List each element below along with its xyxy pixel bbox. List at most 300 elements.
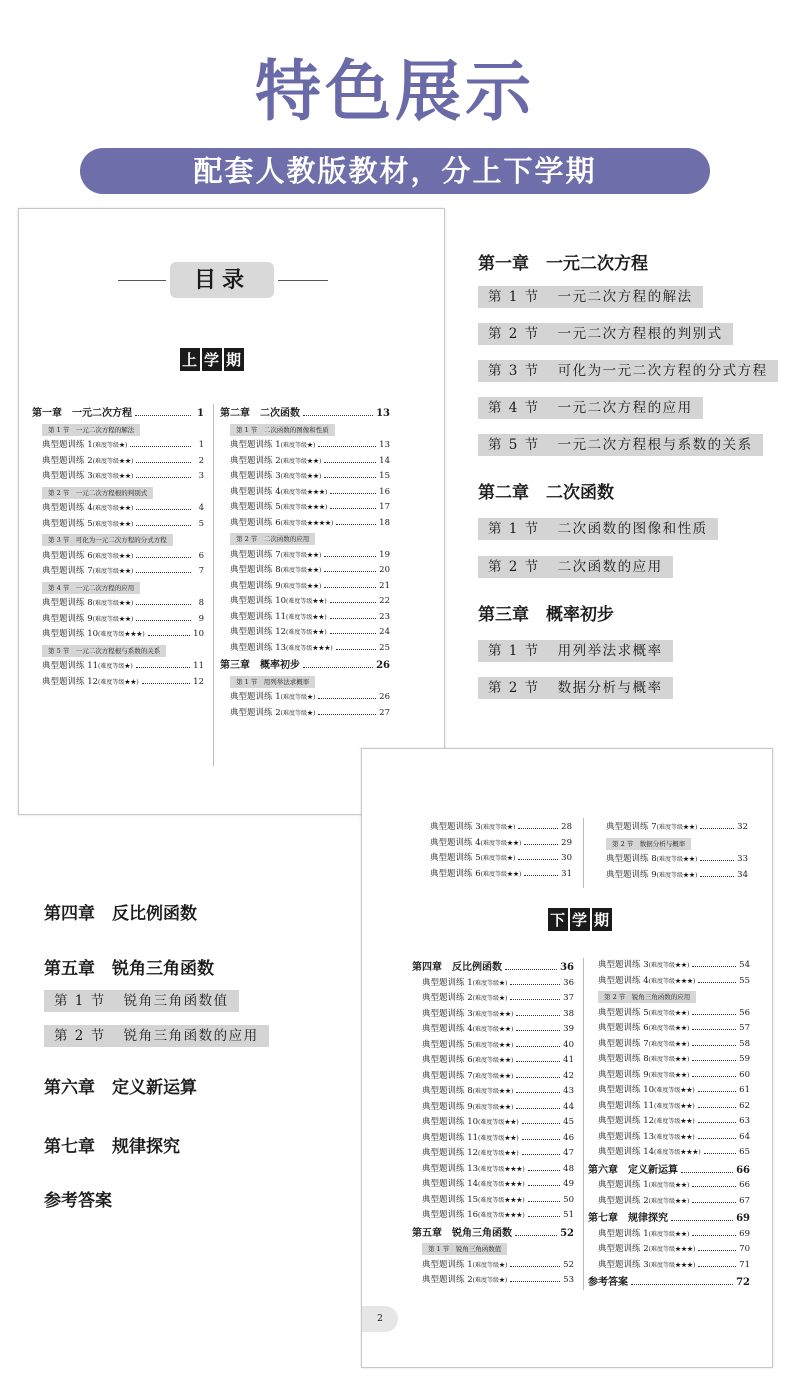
dot-leader: [516, 1014, 560, 1016]
exercise-entry: [588, 1099, 750, 1115]
dot-leader: [303, 414, 373, 416]
section-entry: [598, 991, 696, 1003]
entry-label: 典型题训练 5: [422, 1039, 473, 1050]
entry-label: 典型题训练 8: [42, 598, 93, 608]
difficulty-label: (难度等级★★): [286, 613, 327, 621]
dot-leader: [518, 858, 558, 860]
difficulty-label: (难度等级★★): [472, 1072, 514, 1080]
dot-leader: [522, 1153, 560, 1155]
dot-leader: [698, 1121, 736, 1123]
entry-label: 典型题训练 6: [598, 1023, 649, 1033]
enlarged-chapter-list-4-7: [44, 903, 344, 1212]
page-number: 52: [563, 1259, 574, 1270]
chapter-title: 第二章 二次函数: [478, 483, 614, 503]
exercise-entry: [220, 454, 390, 470]
chapter-entry: [588, 1211, 750, 1227]
column-divider: [583, 958, 584, 1290]
dot-leader: [505, 968, 557, 970]
dot-leader: [681, 1171, 733, 1173]
entry-label: 典型题训练 8: [230, 565, 281, 575]
entry-label: 典型题训练 10: [422, 1117, 479, 1127]
page-number: 26: [376, 660, 390, 671]
difficulty-label: (难度等级★★): [654, 1102, 695, 1110]
entry-label: 典型题训练 1: [598, 1180, 649, 1190]
section-number: 第 1 节: [54, 993, 106, 1009]
exercise-entry: [588, 1114, 750, 1130]
exercise-entry: [32, 438, 204, 454]
section-entry: [422, 1243, 507, 1255]
difficulty-label: (难度等级★★): [478, 1150, 519, 1157]
section-name: 可化为一元二次方程的分式方程: [557, 363, 768, 379]
difficulty-label: (难度等级★★): [472, 1041, 514, 1049]
section-number: 第 1 节: [488, 521, 540, 537]
dot-leader: [135, 414, 191, 416]
dot-leader: [324, 586, 376, 588]
chapter-title: 第五章 锐角三角函数: [44, 959, 214, 979]
exercise-entry: [32, 454, 204, 470]
entry-label: 第 5 节 一元二次方程根与系数的关系: [48, 646, 161, 655]
difficulty-label: (难度等级★★★): [478, 1181, 525, 1188]
section-box: [478, 323, 733, 345]
entry-label: 第 4 节 一元二次方程的应用: [48, 583, 135, 592]
difficulty-label: (难度等级★★★): [478, 1212, 525, 1219]
entry-label: 典型题训练 3: [422, 1008, 473, 1019]
section-box: [478, 397, 703, 419]
difficulty-label: (难度等级★★★): [478, 1196, 525, 1204]
difficulty-label: (难度等级★★): [280, 473, 322, 480]
exercise-entry: [588, 1178, 750, 1194]
entry-label: 典型题训练 9: [42, 613, 93, 624]
difficulty-label: (难度等级★★): [472, 1010, 514, 1018]
page-number: 14: [379, 455, 390, 466]
section-number: 第 2 节: [54, 1028, 106, 1044]
exercise-entry: [420, 851, 572, 867]
dot-leader: [136, 666, 190, 668]
section-name: 锐角三角函数的应用: [123, 1028, 259, 1044]
difficulty-label: (难度等级★): [472, 1277, 508, 1284]
difficulty-label: (难度等级★): [472, 979, 508, 987]
entry-label: 第 2 节 一元二次方程根的判别式: [48, 488, 148, 497]
difficulty-label: (难度等级★★): [648, 1040, 690, 1048]
page-number: 9: [198, 613, 204, 624]
entry-label: 典型题训练 11: [598, 1100, 655, 1111]
toc-column-right: [588, 958, 750, 1291]
entry-label: 第 2 节 二次函数的应用: [236, 535, 310, 543]
section-box: [44, 1025, 269, 1047]
exercise-entry: [588, 1021, 750, 1037]
difficulty-label: (难度等级★★): [648, 1009, 690, 1017]
exercise-entry: [412, 1053, 574, 1069]
exercise-entry: [588, 1037, 750, 1053]
entry-label: 典型题训练 4: [598, 975, 649, 986]
section-number: 第 1 节: [488, 643, 540, 659]
section-number: 第 1 节: [488, 289, 540, 305]
exercise-entry: [412, 1131, 574, 1147]
exercise-entry: [588, 1068, 750, 1084]
dot-leader: [318, 713, 376, 715]
page-number: 12: [193, 676, 204, 687]
difficulty-label: (难度等级★★): [648, 1056, 690, 1063]
difficulty-label: (难度等级★★): [472, 1026, 514, 1033]
dot-leader: [136, 603, 191, 605]
difficulty-label: (难度等级★★): [92, 615, 134, 623]
page-number: 69: [739, 1228, 750, 1239]
exercise-entry: [596, 852, 748, 868]
entry-label: 典型题训练 4: [230, 486, 281, 497]
page-number: 52: [560, 1227, 574, 1239]
difficulty-label: (难度等级★★★): [478, 1165, 525, 1173]
difficulty-label: (难度等级★★): [286, 598, 327, 605]
difficulty-label: (难度等级★): [92, 442, 128, 449]
page-number: 18: [379, 517, 390, 528]
section-entry: [42, 645, 166, 657]
difficulty-label: (难度等级★): [280, 442, 316, 449]
toc-column-right: [220, 404, 390, 721]
exercise-entry: [32, 501, 204, 517]
page-number: 15: [379, 471, 390, 481]
page-number: 13: [376, 408, 390, 419]
dot-leader: [692, 1044, 736, 1046]
exercise-entry: [220, 500, 390, 516]
page-number: 70: [739, 1244, 750, 1254]
section-box: [478, 677, 673, 699]
difficulty-label: (难度等级★★): [286, 629, 327, 636]
dot-leader: [528, 1184, 560, 1186]
exercise-entry: [412, 1162, 574, 1178]
exercise-entry: [220, 641, 390, 657]
page-number: 33: [737, 854, 748, 864]
page-number: 61: [739, 1085, 750, 1095]
page-number: 71: [739, 1259, 750, 1270]
difficulty-label: (难度等级★★): [280, 582, 322, 590]
difficulty-label: (难度等级★★): [656, 871, 698, 879]
page-number: 25: [379, 642, 390, 653]
column-divider: [583, 818, 584, 888]
dot-leader: [692, 1013, 736, 1015]
entry-label: 典型题训练 2: [42, 455, 93, 466]
page-number: 47: [563, 1148, 574, 1158]
subtitle-banner: 配套人教版教材，分上下学期: [80, 148, 710, 194]
dot-leader: [318, 697, 376, 699]
toc-top-left: [420, 820, 572, 882]
difficulty-label: (难度等级★): [472, 1261, 508, 1269]
entry-label: 典型题训练 12: [230, 627, 287, 637]
exercise-entry: [32, 627, 204, 643]
section-name: 一元二次方程的应用: [557, 400, 693, 416]
toc-column-left: [32, 404, 204, 690]
entry-label: 典型题训练 9: [422, 1101, 473, 1112]
dot-leader: [692, 1059, 736, 1061]
section-list: [478, 640, 778, 699]
entry-label: 典型题训练 3: [598, 1259, 649, 1270]
exercise-entry: [596, 820, 748, 836]
entry-label: 典型题训练 14: [422, 1179, 479, 1189]
exercise-entry: [412, 1146, 574, 1162]
exercise-entry: [412, 1115, 574, 1131]
difficulty-label: (难度等级★★): [654, 1118, 695, 1125]
page-number: 30: [561, 853, 572, 863]
page-number: 45: [563, 1117, 574, 1127]
entry-label: 典型题训练 12: [42, 676, 99, 687]
entry-label: 典型题训练 1: [422, 977, 473, 988]
entry-label: 典型题训练 1: [230, 692, 281, 702]
entry-label: 典型题训练 3: [430, 822, 481, 832]
entry-label: 典型题训练 7: [606, 822, 657, 832]
section-box: [478, 556, 673, 578]
exercise-entry: [220, 438, 390, 454]
difficulty-label: (难度等级★★): [648, 1197, 690, 1205]
dot-leader: [698, 1249, 736, 1251]
difficulty-label: (难度等级★★): [280, 551, 322, 559]
difficulty-label: (难度等级★★): [280, 457, 322, 465]
entry-label: 典型题训练 1: [598, 1228, 649, 1239]
page-number: 59: [739, 1054, 750, 1064]
exercise-entry: [32, 659, 204, 675]
section-entry: [42, 487, 153, 499]
entry-label: 典型题训练 4: [422, 1024, 473, 1034]
dot-leader: [324, 570, 376, 572]
difficulty-label: (难度等级★★): [648, 1025, 690, 1032]
difficulty-label: (难度等级★★★): [648, 977, 696, 985]
page-number: 28: [561, 822, 572, 832]
entry-label: 第七章 规律探究: [588, 1213, 668, 1224]
exercise-entry: [220, 516, 390, 532]
entry-label: 典型题训练 7: [42, 566, 93, 576]
dot-leader: [698, 1090, 736, 1092]
exercise-entry: [588, 1083, 750, 1099]
section-name: 一元二次方程的解法: [557, 289, 693, 305]
entry-label: 第三章 概率初步: [220, 660, 300, 671]
section-name: 一元二次方程根与系数的关系: [557, 437, 753, 453]
entry-label: 典型题训练 7: [422, 1070, 473, 1081]
dot-leader: [136, 524, 191, 526]
difficulty-label: (难度等级★★): [92, 600, 134, 607]
entry-label: 典型题训练 1: [422, 1259, 473, 1270]
exercise-entry: [220, 548, 390, 564]
section-entry: [230, 533, 315, 545]
difficulty-label: (难度等级★★): [648, 1071, 690, 1079]
section-box: [478, 518, 718, 540]
exercise-entry: [412, 1177, 574, 1193]
exercise-entry: [32, 564, 204, 580]
heading-rule-left: [118, 280, 166, 281]
exercise-entry: [220, 563, 390, 579]
dot-leader: [510, 1280, 560, 1282]
dot-leader: [692, 1185, 736, 1187]
page-number: 26: [379, 692, 390, 702]
exercise-entry: [588, 1258, 750, 1274]
entry-label: 典型题训练 2: [230, 707, 281, 718]
entry-label: 典型题训练 6: [422, 1055, 473, 1065]
exercise-entry: [588, 1227, 750, 1243]
difficulty-label: (难度等级★★★★): [280, 519, 334, 527]
page-number: 36: [560, 962, 574, 973]
dot-leader: [336, 648, 376, 650]
section-list: [478, 518, 778, 578]
entry-label: 第二章 二次函数: [220, 408, 300, 419]
column-divider: [213, 404, 214, 766]
page-number: 6: [198, 550, 204, 561]
difficulty-label: (难度等级★★★): [648, 1261, 696, 1269]
page-number: 38: [563, 1008, 574, 1019]
entry-label: 典型题训练 2: [422, 1275, 473, 1285]
difficulty-label: (难度等级★★): [480, 870, 522, 878]
section-entry: [42, 424, 140, 436]
difficulty-label: (难度等级★★★): [280, 488, 328, 496]
exercise-entry: [412, 1022, 574, 1038]
exercise-entry: [412, 1007, 574, 1023]
page-number: 65: [739, 1147, 750, 1157]
entry-label: 典型题训练 11: [42, 661, 99, 671]
exercise-entry: [220, 485, 390, 501]
difficulty-label: (难度等级★★★): [280, 504, 328, 511]
entry-label: 第 2 节 数据分析与概率: [612, 839, 686, 848]
entry-label: 典型题训练 14: [598, 1147, 655, 1157]
exercise-entry: [32, 517, 204, 533]
exercise-entry: [588, 1006, 750, 1022]
dot-leader: [136, 619, 191, 621]
dot-leader: [136, 461, 191, 463]
entry-label: 典型题训练 2: [422, 993, 473, 1003]
dot-leader: [130, 445, 191, 447]
difficulty-label: (难度等级★★): [472, 1057, 514, 1064]
exercise-entry: [32, 469, 204, 485]
exercise-entry: [220, 690, 390, 706]
chapter-entry: [588, 1275, 750, 1291]
dot-leader: [522, 1138, 560, 1140]
exercise-entry: [32, 596, 204, 612]
entry-label: 典型题训练 5: [598, 1007, 649, 1018]
chapter-entry: [588, 1163, 750, 1179]
exercise-entry: [220, 469, 390, 485]
entry-label: 典型题训练 3: [598, 960, 649, 970]
dot-leader: [698, 981, 736, 983]
page-number: 57: [739, 1023, 750, 1033]
section-number: 第 5 节: [488, 437, 540, 453]
difficulty-label: (难度等级★★): [656, 824, 698, 831]
dot-leader: [510, 1265, 560, 1267]
page-number: 31: [561, 868, 572, 879]
exercise-entry: [588, 958, 750, 974]
page-number: 46: [563, 1132, 574, 1143]
dot-leader: [324, 476, 376, 478]
section-number: 第 2 节: [488, 559, 540, 575]
dot-leader: [516, 1029, 560, 1031]
entry-label: 典型题训练 10: [42, 629, 99, 639]
chapter-entry: [220, 658, 390, 674]
toc-column-left: [412, 958, 574, 1289]
page-number: 67: [739, 1195, 750, 1206]
dot-leader: [700, 875, 734, 877]
dot-leader: [318, 445, 376, 447]
section-number: 第 4 节: [488, 400, 540, 416]
difficulty-label: (难度等级★★): [656, 856, 698, 863]
page-number: 5: [198, 518, 204, 529]
chapter-entry: [412, 1226, 574, 1242]
entry-label: 典型题训练 11: [230, 611, 287, 622]
entry-label: 第四章 反比例函数: [412, 962, 502, 973]
entry-label: 典型题训练 11: [422, 1132, 479, 1143]
page-number: 2: [198, 455, 204, 466]
dot-leader: [698, 1265, 736, 1267]
section-box: [478, 360, 778, 382]
difficulty-label: (难度等级★★★): [654, 1149, 701, 1156]
dot-leader: [692, 965, 736, 967]
difficulty-label: (难度等级★★): [92, 473, 134, 480]
dot-leader: [692, 1075, 736, 1077]
page-number: 32: [737, 822, 748, 832]
exercise-entry: [412, 976, 574, 992]
entry-label: 第 1 节 锐角三角函数值: [428, 1245, 502, 1253]
page-number: 66: [736, 1164, 750, 1176]
entry-label: 典型题训练 13: [598, 1131, 655, 1142]
entry-label: 第一章 一元二次方程: [32, 408, 132, 419]
page-number: 55: [739, 975, 750, 986]
dot-leader: [336, 523, 376, 525]
dot-leader: [510, 998, 560, 1000]
entry-label: 典型题训练 4: [42, 503, 93, 513]
entry-label: 典型题训练 6: [230, 517, 281, 528]
toc-top-right: [596, 820, 748, 883]
page-number: 21: [379, 580, 390, 591]
section-box: [478, 640, 673, 662]
dot-leader: [330, 601, 376, 603]
dot-leader: [510, 983, 560, 985]
page-number: 11: [193, 661, 204, 671]
page-number: 58: [739, 1038, 750, 1049]
entry-label: 典型题训练 7: [598, 1038, 649, 1049]
exercise-entry: [220, 625, 390, 641]
entry-label: 典型题训练 5: [42, 518, 93, 529]
entry-label: 第 1 节 用列举法求概率: [236, 677, 310, 686]
page-number: 44: [563, 1101, 574, 1112]
entry-label: 典型题训练 2: [598, 1195, 649, 1206]
difficulty-label: (难度等级★★): [654, 1133, 695, 1141]
dot-leader: [528, 1215, 560, 1217]
difficulty-label: (难度等级★): [280, 694, 316, 701]
entry-label: 典型题训练 13: [230, 642, 287, 653]
semester-label-lower: 下 学 期: [548, 908, 614, 931]
entry-label: 典型题训练 16: [422, 1210, 479, 1220]
exercise-entry: [32, 549, 204, 565]
answers-title: 参考答案: [44, 1191, 112, 1211]
exercise-entry: [588, 1145, 750, 1161]
entry-label: 典型题训练 8: [598, 1054, 649, 1064]
difficulty-label: (难度等级★★): [472, 1088, 514, 1095]
page-number: 66: [739, 1180, 750, 1190]
difficulty-label: (难度等级★★): [92, 505, 134, 512]
page-number: 62: [739, 1100, 750, 1111]
difficulty-label: (难度等级★★★): [648, 1246, 696, 1253]
page-number: 19: [379, 549, 390, 560]
section-box: [478, 434, 763, 456]
entry-label: 典型题训练 8: [422, 1086, 473, 1096]
entry-label: 典型题训练 10: [598, 1085, 655, 1095]
chapter-entry: [412, 960, 574, 976]
heading-rule-right: [278, 280, 328, 281]
exercise-entry: [412, 1100, 574, 1116]
chapter-title: 第四章 反比例函数: [44, 904, 197, 924]
page-number: 54: [739, 960, 750, 970]
page-number: 63: [739, 1116, 750, 1126]
exercise-entry: [420, 820, 572, 836]
section-entry: [606, 838, 691, 850]
difficulty-label: (难度等级★): [280, 709, 316, 717]
dot-leader: [516, 1045, 560, 1047]
section-name: 用列举法求概率: [557, 643, 663, 659]
exercise-entry: [588, 1130, 750, 1146]
page-number: 24: [379, 627, 390, 637]
